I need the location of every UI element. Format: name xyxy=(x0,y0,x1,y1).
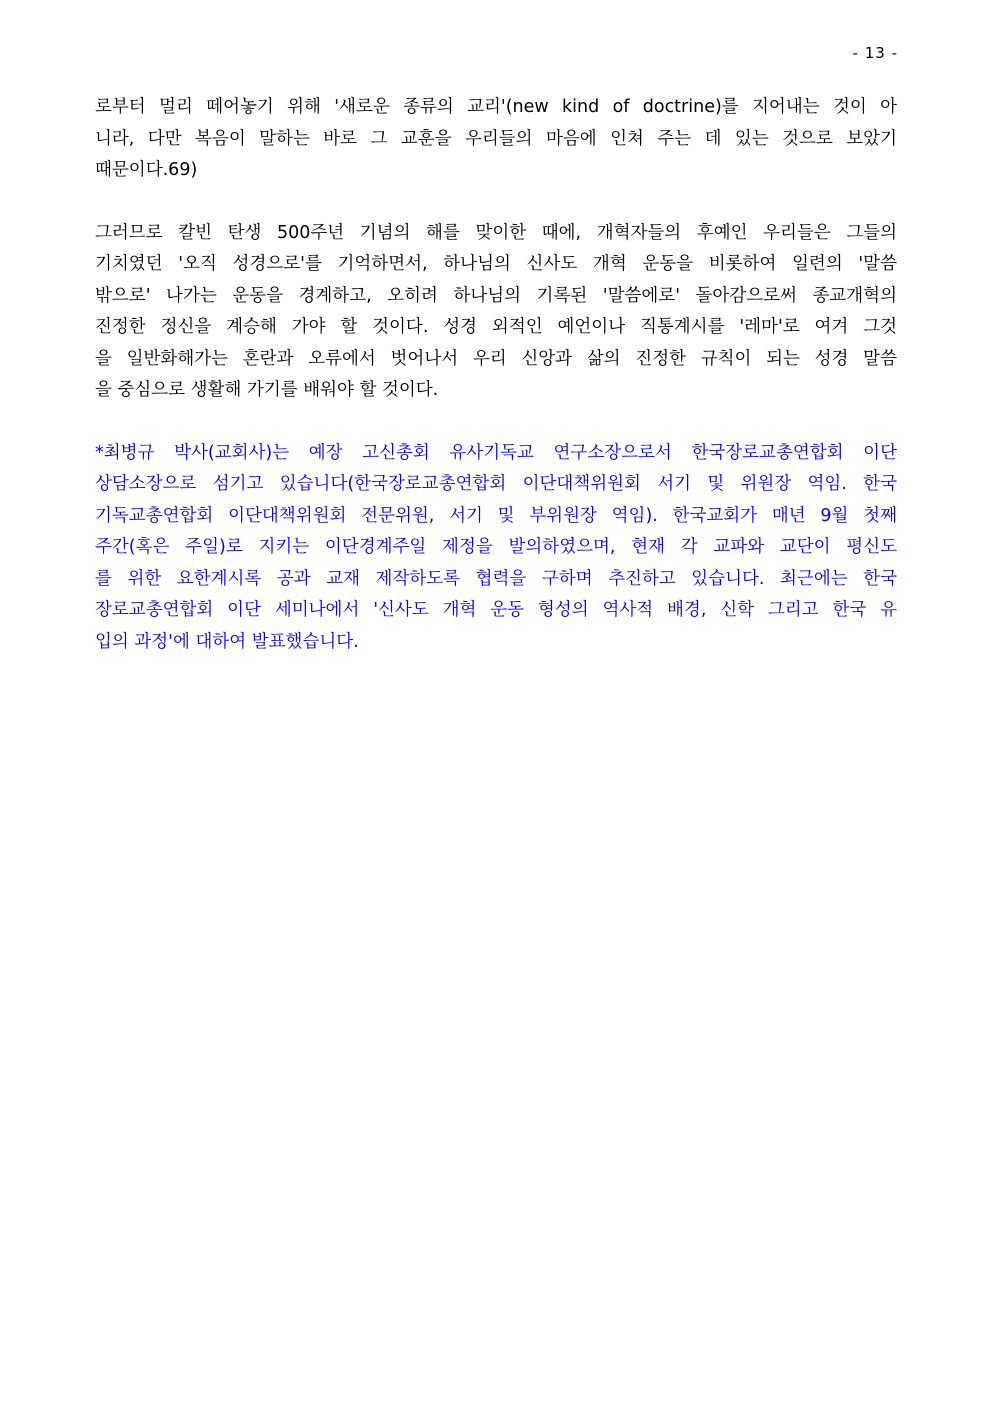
text-line: 니라, 다만 복음이 말하는 바로 그 교훈을 우리들의 마음에 인쳐 주는 데 있는 것으로 보았기 xyxy=(95,128,897,149)
paragraph-gap xyxy=(95,407,897,438)
text-line: *최병규 박사(교회사)는 예장 고신총회 유사기독교 연구소장으로서 한국장로교총연합회 이단 xyxy=(95,442,897,463)
text-line: 을 중심으로 생활해 가기를 배워야 할 것이다. xyxy=(95,380,439,400)
text-line: 기독교총연합회 이단대책위원회 전문위원, 서기 및 부위원장 역임). 한국교회가 매년 9월 첫째 xyxy=(95,505,897,526)
text-line: 진정한 정신을 계승해 가야 할 것이다. 성경 외적인 예언이나 직통계시를 '레마'로 여겨 그것 xyxy=(95,317,897,337)
text-line: 를 위한 요한계시록 공과 교재 제작하도록 협력을 구하며 추진하고 있습니다. 최근에는 한국 xyxy=(95,568,897,589)
text-line: 을 일반화해가는 혼란과 오류에서 벗어나서 우리 신앙과 삶의 진정한 규칙이 되는 성경 말씀 xyxy=(95,348,897,369)
text-line: 때문이다.69) xyxy=(95,160,198,180)
document-body xyxy=(95,92,897,658)
paragraph-gap xyxy=(95,187,897,218)
page-number: - 13 - xyxy=(852,44,898,62)
text-line: 기치였던 '오직 성경으로'를 기억하면서, 하나님의 신사도 개혁 운동을 비롯하여 일련의 '말씀 xyxy=(95,254,897,274)
text-line: 장로교총연합회 이단 세미나에서 '신사도 개혁 운동 형성의 역사적 배경, 신학 그리고 한국 유 xyxy=(95,600,897,620)
author-bio-paragraph xyxy=(95,438,897,659)
paragraph-2 xyxy=(95,218,897,407)
text-line: 주간(혹은 주일)로 지키는 이단경계주일 제정을 발의하였으며, 현재 각 교파와 교단이 평신도 xyxy=(95,537,897,557)
text-line: 상담소장으로 섬기고 있습니다(한국장로교총연합회 이단대책위원회 서기 및 위원장 역임. 한국 xyxy=(95,474,897,494)
text-line: 그러므로 칼빈 탄생 500주년 기념의 해를 맞이한 때에, 개혁자들의 후예인 우리들은 그들의 xyxy=(95,222,897,243)
paragraph-1 xyxy=(95,92,897,187)
text-line: 입의 과정'에 대하여 발표했습니다. xyxy=(95,631,359,652)
text-line: 로부터 멀리 떼어놓기 위해 '새로운 종류의 교리'(new kind of doctrine)를 지어내는 것이 아 xyxy=(95,97,897,117)
text-line: 밖으로' 나가는 운동을 경계하고, 오히려 하나님의 기록된 '말씀에로' 돌아감으로써 종교개혁의 xyxy=(95,285,897,306)
